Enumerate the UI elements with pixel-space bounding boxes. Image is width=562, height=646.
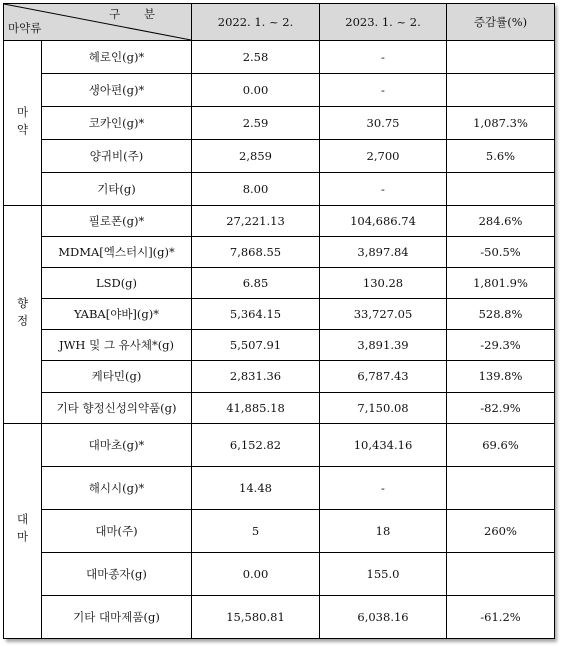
drug-name-cell: 헤로인(g)* [42,41,192,74]
value-2023-cell: - [320,74,447,107]
value-2023-cell: 3,891.39 [320,330,447,361]
change-rate-cell: 1,801.9% [447,268,555,299]
change-rate-cell: 1,087.3% [447,107,555,140]
category-cell: 대마 [4,423,42,638]
drug-name-cell: 코카인(g)* [42,107,192,140]
value-2023-cell: 18 [320,509,447,552]
drug-name-cell: 대마(주) [42,509,192,552]
value-2022-cell: 2.59 [192,107,320,140]
table-row [4,41,555,74]
table-row [4,330,555,361]
table-row [4,552,555,595]
change-rate-cell [447,173,555,206]
drug-name-cell: JWH 및 그 유사체*(g) [42,330,192,361]
value-2023-cell: 6,038.16 [320,595,447,638]
value-2022-cell: 41,885.18 [192,392,320,423]
value-2022-cell: 8.00 [192,173,320,206]
change-rate-cell [447,466,555,509]
change-rate-cell [447,552,555,595]
drug-seizure-table [3,3,555,639]
drug-name-cell: 기타 대마제품(g) [42,595,192,638]
table-row [4,466,555,509]
drug-name-cell: 대마초(g)* [42,423,192,466]
drug-name-cell: 양귀비(주) [42,140,192,173]
table-row [4,237,555,268]
header-drug-type: 마약류 [8,21,42,35]
value-2023-cell: 33,727.05 [320,299,447,330]
table-row [4,206,555,237]
drug-seizure-table-frame [3,3,554,639]
table-row [4,392,555,423]
value-2022-cell: 5,364.15 [192,299,320,330]
value-2023-cell: 130.28 [320,268,447,299]
table-row [4,74,555,107]
change-rate-cell: -61.2% [447,595,555,638]
change-rate-cell [447,74,555,107]
table-row [4,107,555,140]
header-change: 증감률(%) [447,4,555,41]
value-2023-cell: 104,686.74 [320,206,447,237]
drug-name-cell: 해시시(g)* [42,466,192,509]
change-rate-cell: 284.6% [447,206,555,237]
value-2023-cell: 3,897.84 [320,237,447,268]
header-period-2023: 2023. 1. ~ 2. [320,4,447,41]
value-2023-cell: 2,700 [320,140,447,173]
value-2022-cell: 6,152.82 [192,423,320,466]
table-row [4,423,555,466]
value-2023-cell: 10,434.16 [320,423,447,466]
table-row [4,595,555,638]
drug-name-cell: 생아편(g)* [42,74,192,107]
table-row [4,140,555,173]
drug-name-cell: MDMA[엑스터시](g)* [42,237,192,268]
change-rate-cell: 260% [447,509,555,552]
header-period-2022: 2022. 1. ~ 2. [192,4,320,41]
value-2022-cell: 7,868.55 [192,237,320,268]
value-2022-cell: 2,859 [192,140,320,173]
value-2022-cell: 5,507.91 [192,330,320,361]
value-2022-cell: 14.48 [192,466,320,509]
value-2023-cell: 6,787.43 [320,361,447,392]
drug-name-cell: 기타 향정신성의약품(g) [42,392,192,423]
drug-name-cell: YABA[야바](g)* [42,299,192,330]
table-row [4,299,555,330]
change-rate-cell: -50.5% [447,237,555,268]
table-row [4,268,555,299]
drug-name-cell: 대마종자(g) [42,552,192,595]
change-rate-cell: -82.9% [447,392,555,423]
header-gubun: 구 분 [109,7,165,21]
value-2022-cell: 6.85 [192,268,320,299]
value-2023-cell: 7,150.08 [320,392,447,423]
change-rate-cell [447,41,555,74]
change-rate-cell: 528.8% [447,299,555,330]
drug-name-cell: LSD(g) [42,268,192,299]
drug-name-cell: 케타민(g) [42,361,192,392]
table-row [4,509,555,552]
change-rate-cell: 139.8% [447,361,555,392]
header-row [4,4,555,41]
value-2023-cell: - [320,173,447,206]
drug-name-cell: 필로폰(g)* [42,206,192,237]
change-rate-cell: -29.3% [447,330,555,361]
value-2022-cell: 27,221.13 [192,206,320,237]
value-2022-cell: 15,580.81 [192,595,320,638]
value-2023-cell: - [320,41,447,74]
category-cell: 마약 [4,41,42,206]
value-2022-cell: 5 [192,509,320,552]
value-2022-cell: 0.00 [192,552,320,595]
change-rate-cell: 69.6% [447,423,555,466]
value-2022-cell: 2,831.36 [192,361,320,392]
category-cell: 향정 [4,206,42,423]
value-2022-cell: 0.00 [192,74,320,107]
value-2023-cell: 155.0 [320,552,447,595]
drug-name-cell: 기타(g) [42,173,192,206]
change-rate-cell: 5.6% [447,140,555,173]
value-2023-cell: 30.75 [320,107,447,140]
value-2023-cell: - [320,466,447,509]
table-row [4,173,555,206]
header-corner-cell [4,4,192,41]
value-2022-cell: 2.58 [192,41,320,74]
table-row [4,361,555,392]
